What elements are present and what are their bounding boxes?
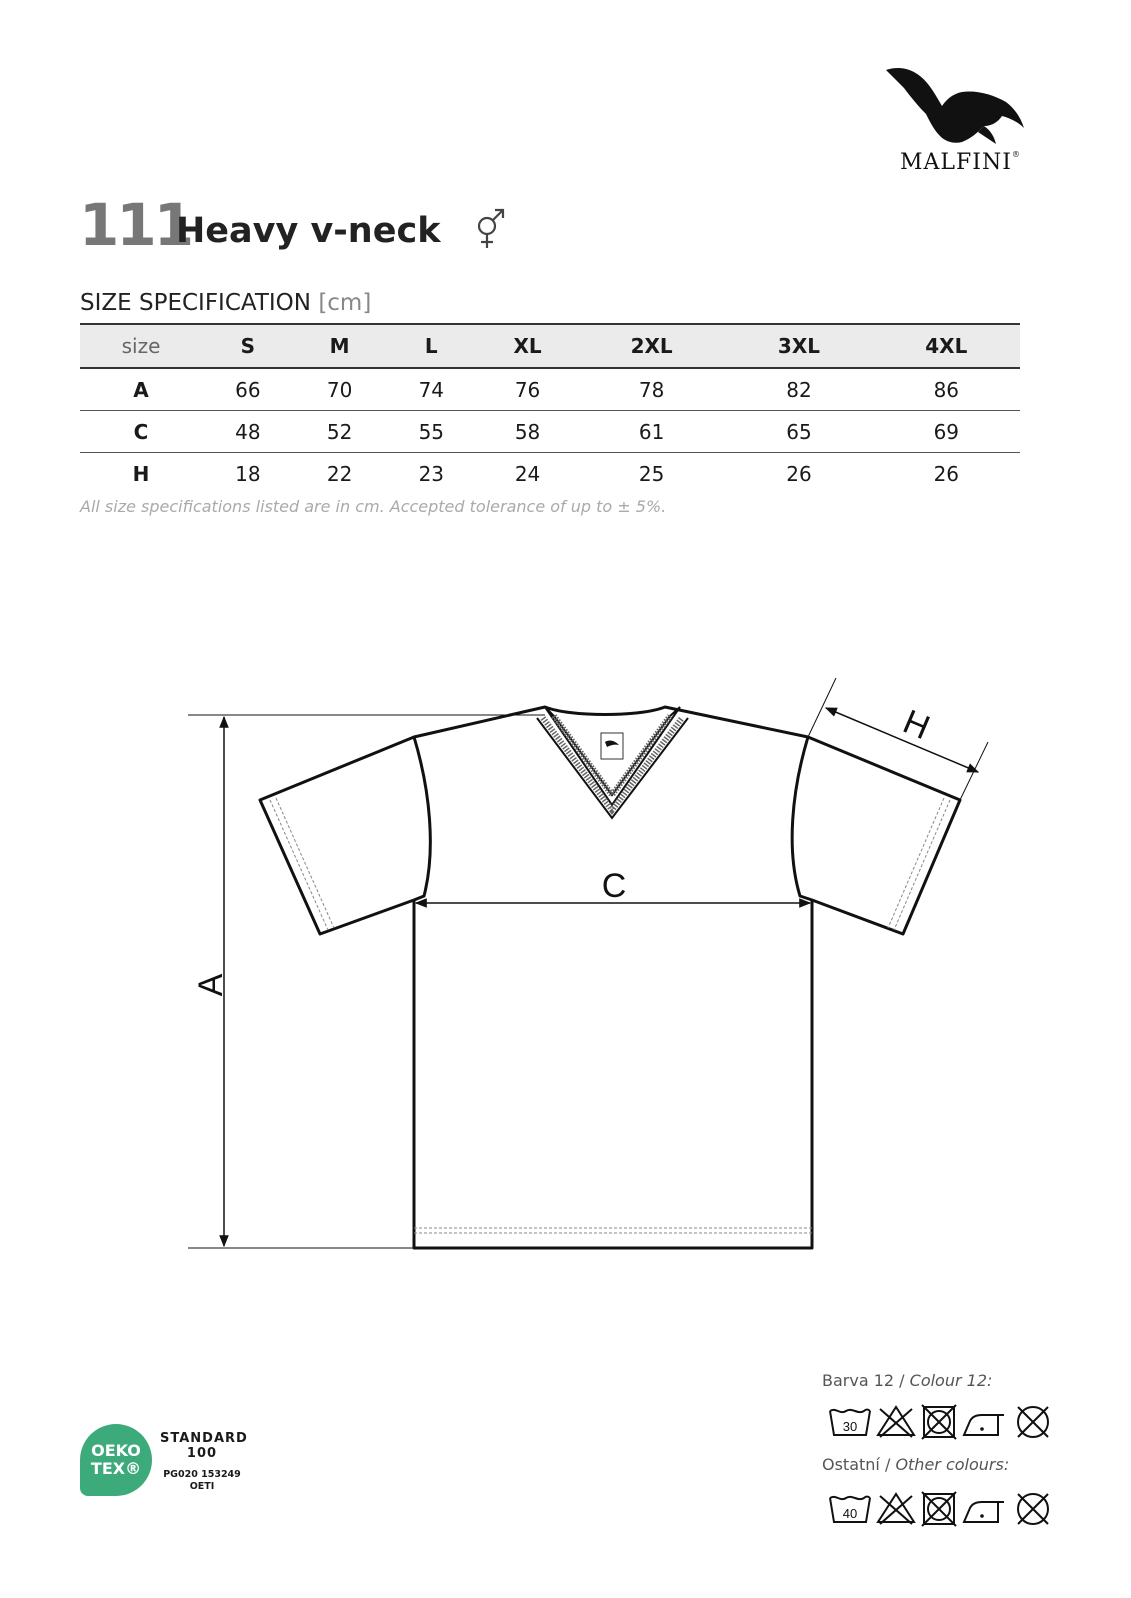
wash-temp: 30 xyxy=(842,1419,858,1434)
wash-30-icon xyxy=(830,1410,870,1436)
header-cell: L xyxy=(385,324,477,368)
care-other-cz: Ostatní / xyxy=(822,1455,896,1474)
table-cell: 76 xyxy=(477,368,578,411)
registered-mark: ® xyxy=(1011,150,1021,159)
no-dry-clean-icon xyxy=(1018,1494,1048,1524)
spec-title-text: SIZE SPECIFICATION xyxy=(80,290,311,316)
table-cell: 26 xyxy=(786,461,812,486)
header-cell: M xyxy=(294,324,386,368)
row-label: A xyxy=(80,368,202,411)
header-cell: size xyxy=(80,324,202,368)
table-cell: 69 xyxy=(873,411,1020,453)
care-colour12-label xyxy=(822,1371,992,1390)
oeko-standard-text: STANDARD xyxy=(160,1431,248,1446)
label-h: H xyxy=(897,702,936,748)
table-cell: 66 xyxy=(202,368,294,411)
table-cell: 52 xyxy=(294,411,386,453)
oeko-standard-number: 100 xyxy=(186,1446,218,1461)
header-cell: 2XL xyxy=(578,324,725,368)
care-other-label xyxy=(822,1455,1009,1474)
care-symbols-other xyxy=(828,1490,1060,1528)
table-cell: 18 xyxy=(235,461,261,486)
table-cell: 86 xyxy=(873,368,1020,411)
care-symbols-colour12 xyxy=(828,1403,1060,1441)
no-bleach-icon xyxy=(878,1494,914,1524)
table-cell: 25 xyxy=(638,461,665,486)
iron-low-icon xyxy=(964,1415,1004,1435)
care-colour12-cz: Barva 12 / xyxy=(822,1371,910,1390)
table-cell: 58 xyxy=(477,411,578,453)
oeko-certificate xyxy=(160,1469,244,1493)
table-cell: 55 xyxy=(385,411,477,453)
oeko-standard xyxy=(160,1431,248,1461)
no-tumble-dry-icon xyxy=(922,1405,956,1439)
table-cell: 74 xyxy=(385,368,477,411)
table-cell: 82 xyxy=(725,368,872,411)
model-name: Heavy v-neck xyxy=(176,211,441,251)
table-cell: 61 xyxy=(578,411,725,453)
model-number: 111 xyxy=(79,191,192,259)
row-label: C xyxy=(80,411,202,453)
header-cell: 4XL xyxy=(873,324,1020,368)
label-a: A xyxy=(192,973,230,997)
header-cell: 3XL xyxy=(725,324,872,368)
oeko-cert-number: PG020 153249 xyxy=(163,1469,241,1480)
header-cell: XL xyxy=(477,324,578,368)
header-cell: S xyxy=(202,324,294,368)
no-dry-clean-icon xyxy=(1018,1407,1048,1437)
row-label: H xyxy=(132,461,150,486)
table-cell: 70 xyxy=(294,368,386,411)
table-cell: 22 xyxy=(326,461,353,486)
brand-text: MALFINI xyxy=(900,150,1012,175)
oeko-line1: OEKO xyxy=(91,1441,141,1460)
table-cell: 65 xyxy=(725,411,872,453)
oeko-institute: OETI xyxy=(189,1481,215,1492)
wash-temp: 40 xyxy=(842,1506,858,1521)
care-colour12-en: Colour 12: xyxy=(909,1371,993,1390)
table-cell: 23 xyxy=(418,461,445,486)
wash-40-icon xyxy=(830,1497,870,1523)
care-other-en: Other colours: xyxy=(895,1455,1010,1474)
no-tumble-dry-icon xyxy=(922,1492,956,1526)
oeko-line2: TEX® xyxy=(90,1459,142,1478)
label-c: C xyxy=(601,867,627,905)
iron-low-icon xyxy=(964,1502,1004,1522)
table-cell: 48 xyxy=(202,411,294,453)
table-cell: 26 xyxy=(933,461,960,486)
no-bleach-icon xyxy=(878,1407,914,1437)
table-cell: 78 xyxy=(578,368,725,411)
oeko-tex-badge xyxy=(80,1424,152,1496)
tolerance-note: All size specifications listed are in cm. Accepted tolerance of up to ± 5%. xyxy=(80,497,667,516)
spec-unit: [cm] xyxy=(318,290,372,316)
table-cell: 24 xyxy=(514,461,541,486)
